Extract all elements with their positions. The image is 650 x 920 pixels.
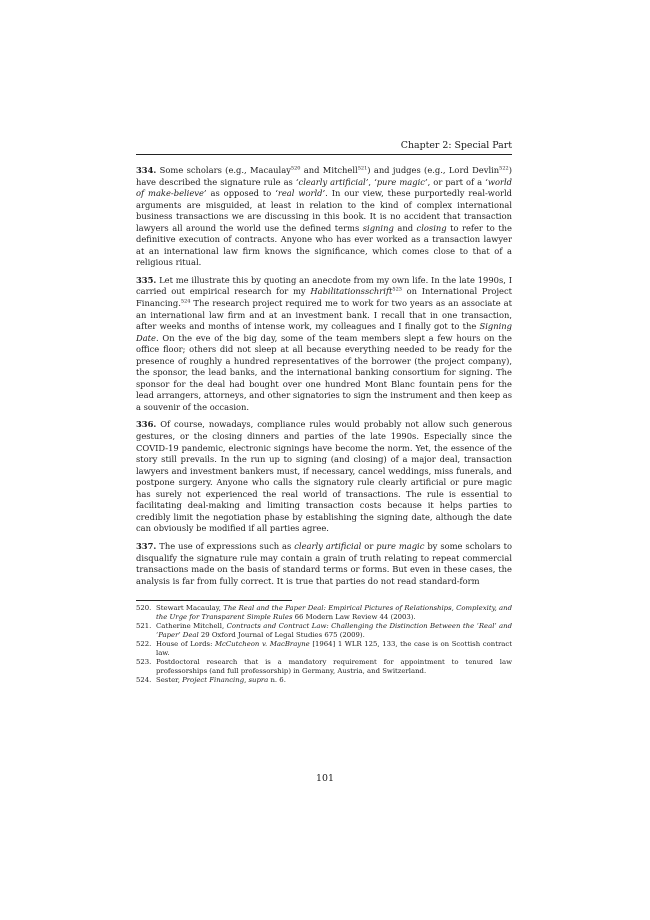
- italic-run: Contracts and Contract Law: Challenging the Distinction Between the ‘Real’ and ‘Paper’ Deal: [156, 622, 513, 639]
- text-run: , or part of a: [427, 176, 486, 187]
- footnote-text: [156, 622, 512, 639]
- text-run: ,: [368, 176, 375, 187]
- italic-run: ‘pure magic’: [374, 176, 428, 187]
- page-body: [136, 140, 512, 685]
- footnote-ref[interactable]: 520: [290, 165, 301, 172]
- paragraph-number: 334.: [136, 165, 157, 175]
- text-run: Some scholars (e.g., Macaulay: [156, 165, 291, 175]
- text-run: by some scholars to disqualify the signature rule may contain a grain of truth relating to repeat commercial transactions made on the basis of standard terms or forms. But even in these cases, the analysis is far from fully correct. It is true that parties do not read standard-form: [136, 540, 513, 586]
- paragraph-number: 336.: [136, 419, 157, 430]
- italic-run: McCutcheon v. MacBrayne: [215, 640, 310, 649]
- text-run: . On the eve of the big day, some of the team members slept a few hours on the office floor; others did not sleep at all because everything needed to be ready for the presence of roughly a hundred representatives of the borrower (the project company), the sponsor, the lead banks, and the international banking consortium for signing. The sponsor for the deal had bought over one hundred Mont Blanc fountain pens for the lead arrangers, attorneys, and other signatories to sign the instrument and then keep as a souvenir of the occasion.: [136, 332, 512, 412]
- text-run: and: [393, 222, 417, 233]
- footnote-521: [136, 622, 512, 639]
- footnote-number: 522.: [136, 640, 152, 649]
- footnote-text: Postdoctoral research that is a mandatory requirement for appointment to tenured law professorships (and full professorship) in Germany, Austria, and Switzerland.: [156, 658, 512, 675]
- italic-run: closing: [416, 222, 447, 233]
- footnote-524: [136, 676, 512, 685]
- footnote-520: [136, 604, 512, 621]
- footnote-522: [136, 640, 512, 657]
- text-run: . In our view, these purportedly real-world arguments are misguided, at least in relation to the kind of complex international business transactions we are discussing in this book. It is no accident that transaction lawyers all around the world use the defined terms: [136, 188, 512, 233]
- text-run: Of course, nowadays, compliance rules would probably not allow such generous gestures, or the closing dinners and parties of the late 1990s. Especially since the COVID-19 pandemic, electronic signings have become the norm. Yet, the essence of the story still prevails. In the run up to signing (and closing) of a major deal, transaction lawyers and investment bankers must, if necessary, cancel weddings, miss funerals, and postpone surgery. Anyone who calls the signatory rule clearly artificial or pure magic has surely not experienced the real world of transactions. The rule is essential to facilitating deal-making and limiting transaction costs because it helps parties to credibly limit the negotiation phase by establishing the signing date, although the date can obviously be modified if all parties agree.: [136, 419, 512, 534]
- italic-run: ‘clearly artificial’: [295, 176, 369, 187]
- footnote-number: 520.: [136, 604, 152, 613]
- italic-run: ‘world of make-believe’: [136, 176, 512, 199]
- italic-run: clearly artificial: [294, 540, 362, 551]
- italic-run: signing: [362, 222, 394, 233]
- text-run: 29 Oxford Journal of Legal Studies 675 (2009).: [198, 630, 365, 639]
- text-run: as opposed to: [206, 188, 276, 199]
- italic-run: ‘real world’: [275, 188, 326, 199]
- footnote-text: [156, 676, 512, 685]
- paragraph-number: 337.: [136, 540, 157, 551]
- footnote-ref[interactable]: 521: [357, 165, 368, 172]
- running-title: Chapter 2: Special Part: [400, 140, 512, 151]
- text-run: House of Lords:: [156, 640, 215, 649]
- text-run: to refer to the definitive execution of contracts. Anyone who has ever worked as a transaction lawyer at an international law firm knows the significance, which comes close to that of a religious ritual.: [136, 222, 512, 268]
- footnote-text: [156, 604, 512, 621]
- footnote-divider: [136, 600, 292, 601]
- running-header: [136, 140, 512, 155]
- paragraph-335: [136, 275, 512, 414]
- footnote-ref[interactable]: 522: [499, 165, 509, 172]
- footnote-number: 524.: [136, 676, 152, 685]
- text-run: ,: [244, 676, 249, 685]
- text-run: on International Project Financing.: [136, 286, 513, 309]
- text-run: n. 6.: [268, 676, 286, 685]
- text-run: [1964] 1 WLR 125, 133, the case is on Scottish contract law.: [156, 640, 512, 657]
- text-run: ) and judges (e.g., Lord Devlin: [367, 165, 500, 175]
- paragraph-number: 335.: [136, 274, 157, 285]
- text-run: 66 Modern Law Review 44 (2003).: [292, 612, 416, 621]
- paragraph-334: [136, 165, 512, 269]
- text-run: Sester,: [156, 676, 183, 685]
- page-number: 101: [316, 773, 334, 784]
- footnote-ref[interactable]: 524: [180, 298, 191, 305]
- footnote-ref[interactable]: 523: [392, 286, 402, 293]
- text-run: Let me illustrate this by quoting an anecdote from my own life. In the late 1990s, I carried out empirical research for my: [136, 274, 512, 297]
- footnote-523: [136, 658, 512, 675]
- text-run: Catherine Mitchell,: [156, 622, 227, 631]
- text-run: and Mitchell: [300, 165, 358, 175]
- text-run: or: [361, 540, 377, 551]
- paragraph-337: [136, 541, 512, 587]
- footnote-number: 523.: [136, 658, 152, 667]
- paragraph-336: [136, 419, 512, 534]
- text-run: ) have described the signature rule as: [136, 165, 512, 187]
- italic-run: Project Financing: [182, 676, 245, 685]
- italic-run: supra: [248, 676, 269, 685]
- italic-run: Habilitationsschrift: [310, 286, 393, 297]
- text-run: The use of expressions such as: [156, 540, 295, 551]
- text-run: The research project required me to work for two years as an associate at an international law firm and at an investment bank. I recall that in one transaction, after weeks and months of intense work, my colleagues and I finally got to the: [136, 298, 512, 332]
- footnote-number: 521.: [136, 622, 152, 631]
- footnotes: [136, 604, 512, 685]
- italic-run: Signing Date: [136, 321, 512, 343]
- footnote-text: [156, 640, 512, 657]
- italic-run: pure magic: [376, 540, 425, 551]
- text-run: Stewart Macaulay,: [156, 604, 224, 613]
- italic-run: The Real and the Paper Deal: Empirical Pictures of Relationships, Complexity, and the Urge for Transparent Simple Rules: [156, 604, 512, 621]
